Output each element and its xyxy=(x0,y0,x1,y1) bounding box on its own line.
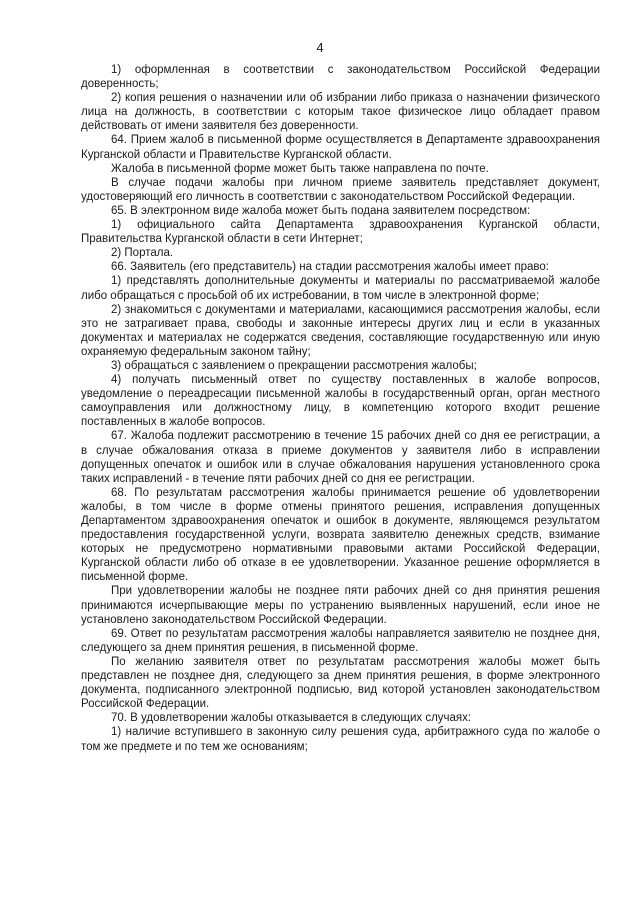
paragraph: 2) копия решения о назначении или об избрании либо приказа о назначении физического лица на должность, в соответствии с которым такое физическое лицо обладает правом действовать от имени заявителя без доверенности. xyxy=(81,92,600,133)
paragraph: 1) наличие вступившего в законную силу решения суда, арбитражного суда по жалобе о том же предмете и по тем же основаниям; xyxy=(81,726,600,753)
paragraph: 69. Ответ по результатам рассмотрения жалобы направляется заявителю не позднее дня, следующего за днем принятия решения, в письменной форме. xyxy=(81,627,600,654)
paragraph: 70. В удовлетворении жалобы отказывается в следующих случаях: xyxy=(111,712,472,725)
paragraph: 68. По результатам рассмотрения жалобы принимается решение об удовлетворении жалобы, в том числе в форме отмены принятого решения, исправления допущенных Департаментом здравоохранения опечаток и ошибок в документе, являющемся результатом предоставления государственной услуги, возврата заявителю денежных средств, взимание которых не предусмотрено нормативными правовыми актами Российской Федерации, Курганской области либо об отказе в ее удовлетворении. Указанное решение оформляется в письменной форме. xyxy=(81,486,600,584)
paragraph: 1) оформленная в соответствии с законодательством Российской Федерации доверенность; xyxy=(81,64,600,91)
paragraph: 4) получать письменный ответ по существу поставленных в жалобе вопросов, уведомление о переадресации письменной жалобы в государственный орган, орган местного самоуправления или должностному лицу, в компетенцию которого входит решение поставленных в жалобе вопросов. xyxy=(81,374,600,429)
paragraph: 65. В электронном виде жалоба может быть подана заявителем посредством: xyxy=(111,204,531,217)
paragraph: 3) обращаться с заявлением о прекращении рассмотрения жалобы; xyxy=(111,359,477,372)
paragraph: 1) официального сайта Департамента здравоохранения Курганской области, Правительства Курганской области в сети Интернет; xyxy=(81,219,600,246)
document-body xyxy=(81,63,600,754)
paragraph: 67. Жалоба подлежит рассмотрению в течение 15 рабочих дней со дня ее регистрации, а в случае обжалования отказа в приеме документов у заявителя либо в исправлении допущенных опечаток и ошибок или в случае обжалования нарушения установленного срока таких исправлений - в течение пяти рабочих дней со дня ее регистрации. xyxy=(81,430,600,485)
page-number: 4 xyxy=(316,40,324,55)
paragraph: 2) знакомиться с документами и материалами, касающимися рассмотрения жалобы, если это не затрагивает права, свободы и законные интересы других лиц и если в указанных документах и материалах не содержатся сведения, составляющие государственную или иную охраняемую федеральным законом тайну; xyxy=(81,303,600,358)
paragraph: 66. Заявитель (его представитель) на стадии рассмотрения жалобы имеет право: xyxy=(111,261,549,274)
paragraph: В случае подачи жалобы при личном приеме заявитель представляет документ, удостоверяющий его личность в соответствии с законодательством Российской Федерации. xyxy=(81,176,600,203)
paragraph: 64. Прием жалоб в письменной форме осуществляется в Департаменте здравоохранения Курганской области и Правительстве Курганской области. xyxy=(81,134,600,161)
paragraph: По желанию заявителя ответ по результатам рассмотрения жалобы может быть представлен не позднее дня, следующего за днем принятия решения, в форме электронного документа, подписанного электронной подписью, вид которой установлен законодательством Российской Федерации. xyxy=(81,655,600,711)
paragraph: 2) Портала. xyxy=(111,247,174,260)
paragraph: 1) представлять дополнительные документы и материалы по рассматриваемой жалобе либо обращаться с просьбой об их истребовании, в том числе в электронной форме; xyxy=(81,275,600,302)
paragraph: Жалоба в письменной форме может быть также направлена по почте. xyxy=(111,162,489,175)
paragraph: При удовлетворении жалобы не позднее пяти рабочих дней со дня принятия решения принимаются исчерпывающие меры по устранению выявленных нарушений, если иное не установлено законодательством Российской Федерации. xyxy=(81,585,600,626)
